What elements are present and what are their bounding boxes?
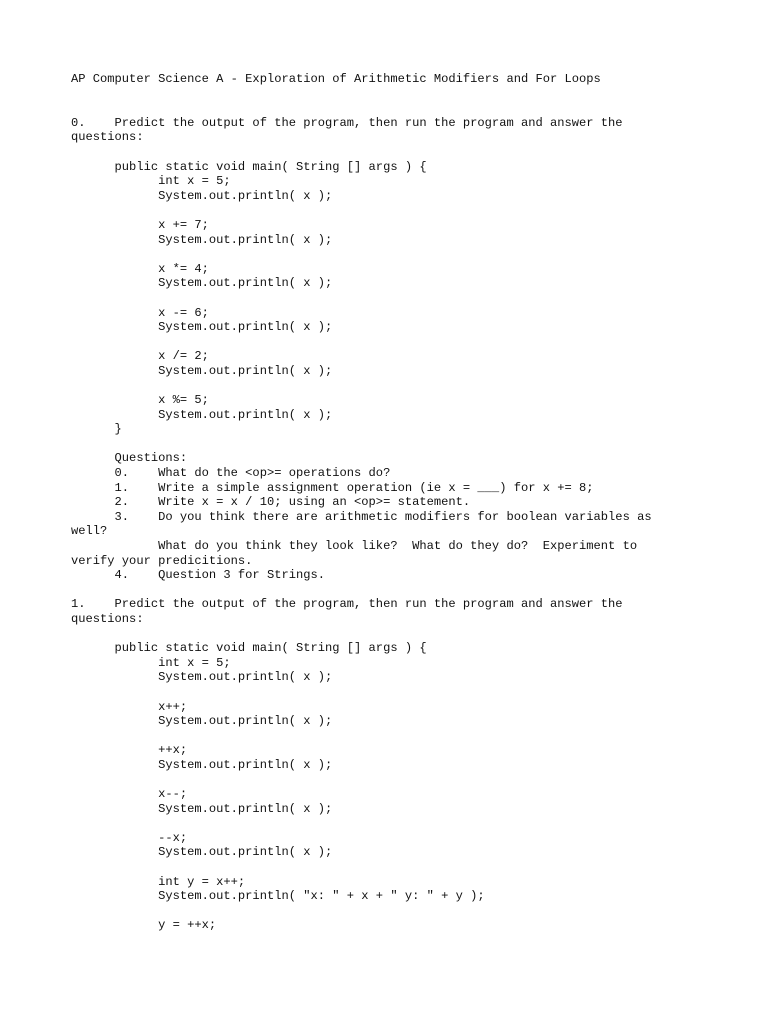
document-line: 4. Question 3 for Strings. xyxy=(71,568,326,583)
document-line: 1. Write a simple assignment operation (ie x = ___) for x += 8; xyxy=(71,480,594,495)
document-line xyxy=(71,816,711,831)
document-line xyxy=(71,437,711,452)
document-line: 0. Predict the output of the program, then run the program and answer the xyxy=(71,115,623,130)
document-line xyxy=(71,203,711,218)
document-line: 0. What do the <op>= operations do? xyxy=(71,466,391,481)
document-line: System.out.println( x ); xyxy=(71,757,333,772)
document-line: System.out.println( x ); xyxy=(71,320,333,335)
document-line: AP Computer Science A - Exploration of Arithmetic Modifiers and For Loops xyxy=(71,72,601,86)
document-line xyxy=(71,378,711,393)
document-line: System.out.println( "x: " + x + " y: " + y ); xyxy=(71,889,485,904)
document-line: questions: xyxy=(71,611,144,626)
document-line: System.out.println( x ); xyxy=(71,276,333,291)
document-line: What do you think they look like? What do they do? Experiment to xyxy=(71,539,638,553)
document-line: System.out.println( x ); xyxy=(71,670,333,685)
document-line: x -= 6; xyxy=(71,305,209,320)
document-line: Questions: xyxy=(71,451,188,466)
document-line: x *= 4; xyxy=(71,261,209,276)
document-line xyxy=(71,87,711,102)
document-line xyxy=(71,145,711,160)
document-line xyxy=(71,101,711,116)
document-line: ++x; xyxy=(71,743,188,758)
document-line: 1. Predict the output of the program, then run the program and answer the xyxy=(71,597,623,612)
document-line xyxy=(71,627,711,642)
document-line: x++; xyxy=(71,699,188,714)
document-line: System.out.println( x ); xyxy=(71,845,333,860)
document-body xyxy=(71,72,711,933)
document-line xyxy=(71,685,711,700)
document-line: --x; xyxy=(71,830,188,845)
document-line: System.out.println( x ); xyxy=(71,801,333,816)
document-line: 2. Write x = x / 10; using an <op>= statement. xyxy=(71,495,471,510)
document-line: int y = x++; xyxy=(71,874,246,889)
document-line: } xyxy=(71,422,122,437)
document-line: 3. Do you think there are arithmetic modifiers for boolean variables as xyxy=(71,509,652,524)
document-line xyxy=(71,291,711,306)
document-line xyxy=(71,729,711,744)
document-line: questions: xyxy=(71,130,144,145)
document-line: public static void main( String [] args ) { xyxy=(71,159,427,174)
document-line: int x = 5; xyxy=(71,174,231,189)
document-line xyxy=(71,860,711,875)
document-line xyxy=(71,773,711,788)
document-line xyxy=(71,335,711,350)
document-line: System.out.println( x ); xyxy=(71,714,333,729)
document-line: y = ++x; xyxy=(71,918,217,933)
document-line: int x = 5; xyxy=(71,655,231,670)
document-line: x /= 2; xyxy=(71,349,209,364)
document-line: x--; xyxy=(71,787,188,802)
document-line: System.out.println( x ); xyxy=(71,363,333,378)
document-line: well? xyxy=(71,524,108,539)
document-line xyxy=(71,904,711,919)
document-line: System.out.println( x ); xyxy=(71,232,333,247)
document-line: System.out.println( x ); xyxy=(71,188,333,203)
document-line: verify your predicitions. xyxy=(71,553,253,568)
document-line: x += 7; xyxy=(71,217,209,232)
document-line: public static void main( String [] args ) { xyxy=(71,641,427,656)
document-line: System.out.println( x ); xyxy=(71,407,333,422)
document-line xyxy=(71,247,711,262)
document-line: x %= 5; xyxy=(71,393,209,408)
document-line xyxy=(71,583,711,598)
